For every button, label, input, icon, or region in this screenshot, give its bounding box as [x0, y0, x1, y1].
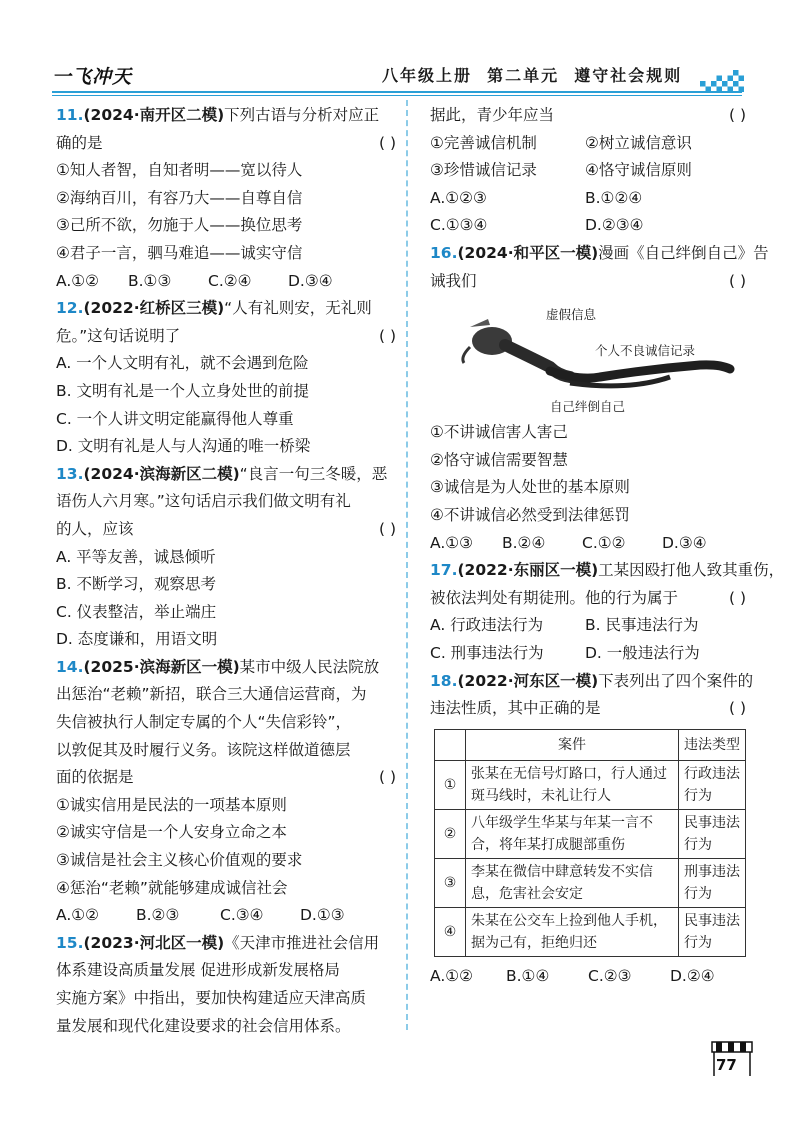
question-stem: 出惩治“老赖”新招，联合三大通信运营商，为 [56, 685, 367, 704]
question-13 [56, 461, 398, 654]
question-stem: 实施方案》中指出，要加快构建适应天津高质 [56, 989, 367, 1007]
question-stem: 某市中级人民法院放 [239, 657, 380, 676]
type-cell: 民事违法行为 [679, 809, 746, 858]
item: ②恪守诚信需要智慧 [430, 450, 568, 469]
answer-blank: ( ) [728, 271, 746, 290]
option-d[interactable]: D.①③ [300, 906, 345, 925]
item: ④惩治“老赖”就能够建成诚信社会 [56, 878, 288, 897]
options-row [430, 530, 748, 558]
question-source: (2023·河北区一模) [83, 933, 225, 952]
option-a[interactable]: A. 行政违法行为 [430, 616, 544, 635]
question-number: 14. [56, 657, 84, 676]
question-15 [56, 930, 398, 1040]
question-source: (2024·和平区一模) [457, 243, 599, 262]
question-stem: 下列古语与分析对应正 [224, 106, 380, 124]
option-c[interactable]: C.①③④ [430, 216, 488, 235]
question-12 [56, 295, 398, 461]
type-cell: 刑事违法行为 [679, 858, 746, 907]
question-16 [430, 240, 769, 557]
case-cell: 张某在无信号灯路口，行人通过斑马线时，未礼让行人 [466, 760, 679, 809]
options-row [56, 268, 398, 296]
header-rule-thin [52, 95, 742, 96]
question-number: 12. [56, 299, 84, 318]
option-d[interactable]: D.②④ [670, 966, 715, 985]
question-stem: 工某因殴打他人致其重伤， [598, 561, 785, 580]
option-b[interactable]: B. 文明有礼是一个人立身处世的前提 [56, 381, 309, 400]
table-row [435, 809, 746, 858]
question-source: (2024·滨海新区二模) [83, 464, 240, 483]
type-cell: 民事违法行为 [679, 907, 746, 956]
question-source: (2022·红桥区三模) [83, 299, 225, 318]
question-stem: 漫画《自己绊倒自己》告 [598, 243, 769, 262]
header-cell: 案件 [466, 729, 679, 760]
option-a[interactable]: A. 一个人文明有礼，就不会遇到危险 [56, 354, 309, 373]
question-number: 11. [56, 106, 84, 124]
option-c[interactable]: C. 刑事违法行为 [430, 643, 544, 662]
header-cell: 违法类型 [679, 729, 746, 760]
question-source: (2022·东丽区一模) [457, 561, 599, 580]
header-cell-num [435, 729, 466, 760]
option-d[interactable]: D.③④ [662, 533, 707, 552]
question-stem: 语伤人六月寒。”这句话启示我们做文明有礼 [56, 492, 351, 511]
question-stem: 面的依据是 [56, 768, 134, 787]
cartoon-label: 虚假信息 [546, 307, 597, 323]
option-c[interactable]: C.②④ [208, 271, 252, 290]
option-d[interactable]: D. 一般违法行为 [585, 643, 700, 662]
question-14 [56, 654, 398, 930]
answer-blank: ( ) [378, 768, 396, 787]
case-cell: 李某在微信中肆意转发不实信息，危害社会安定 [466, 858, 679, 907]
option-c[interactable]: C.②③ [588, 966, 632, 985]
question-15-continued [430, 102, 748, 240]
item: ③珍惜诚信记录 [430, 161, 537, 180]
item: ③诚信是社会主义核心价值观的要求 [56, 851, 303, 870]
question-stem: 危。”这句话说明了 [56, 326, 181, 345]
item: ③诚信是为人处世的基本原则 [430, 478, 630, 497]
right-column [430, 102, 785, 990]
question-stem: 违法性质，其中正确的是 [430, 699, 601, 718]
question-stem: 诫我们 [430, 271, 477, 290]
cartoon-illustration [430, 297, 748, 415]
item: ②诚实守信是一个人安身立命之本 [56, 823, 287, 842]
row-number: ③ [435, 858, 466, 907]
option-a[interactable]: A.①② [56, 271, 100, 290]
option-d[interactable]: D.②③④ [585, 216, 644, 235]
item: ①诚实信用是民法的一项基本原则 [56, 795, 287, 814]
breadcrumb: 八年级上册 第二单元 遵守社会规则 [382, 66, 683, 85]
question-stem: 确的是 [56, 133, 103, 152]
option-c[interactable]: C.①② [582, 533, 626, 552]
question-number: 18. [430, 671, 458, 690]
item: ②树立诚信意识 [585, 133, 692, 152]
answer-blank: ( ) [728, 699, 746, 718]
case-cell: 八年级学生华某与年某一言不合，将年某打成腿部重伤 [466, 809, 679, 858]
options-row [430, 963, 748, 991]
option-b[interactable]: B.①②④ [585, 188, 643, 207]
question-18 [430, 668, 754, 991]
row-number: ④ [435, 907, 466, 956]
option-b[interactable]: B.①④ [506, 966, 550, 985]
question-number: 15. [56, 933, 84, 952]
question-stem: 失信被执行人制定专属的个人“失信彩铃”， [56, 713, 352, 732]
option-a[interactable]: A. 平等友善，诚恳倾听 [56, 547, 216, 566]
table-row [435, 760, 746, 809]
column-divider [406, 100, 408, 1030]
page-header [0, 0, 800, 100]
table-header [435, 729, 746, 760]
question-11 [56, 102, 398, 295]
item: ①知人者智，自知者明——宽以待人 [56, 161, 303, 180]
item: ④恪守诚信原则 [585, 161, 692, 180]
option-b[interactable]: B.②④ [502, 533, 546, 552]
question-number: 13. [56, 464, 84, 483]
question-source: (2022·河东区一模) [457, 671, 599, 690]
item: ④不讲诚信必然受到法律惩罚 [430, 505, 630, 524]
option-a[interactable]: A.①②③ [430, 188, 487, 207]
item: ③己所不欲，勿施于人——换位思考 [56, 216, 303, 235]
checker-pattern-icon [700, 70, 744, 92]
option-b[interactable]: B. 民事违法行为 [585, 616, 699, 635]
answer-blank: ( ) [728, 588, 746, 607]
question-stem: 体系建设高质量发展 促进形成新发展格局 [56, 961, 340, 980]
option-d[interactable]: D. 态度谦和，用语文明 [56, 630, 218, 649]
option-c[interactable]: C. 仪表整洁，举止端庄 [56, 602, 217, 621]
item: ④君子一言，驷马难追——诚实守信 [56, 243, 303, 262]
option-b[interactable]: B.②③ [136, 906, 180, 925]
question-number: 16. [430, 243, 458, 262]
row-number: ① [435, 760, 466, 809]
question-17 [430, 557, 785, 667]
question-stem: “良言一句三冬暖，恶 [239, 464, 388, 483]
option-c[interactable]: C.③④ [220, 906, 264, 925]
header-rule [52, 91, 742, 93]
case-table [434, 729, 746, 957]
table-row [435, 907, 746, 956]
cartoon-caption: 自己绊倒自己 [550, 399, 626, 415]
cartoon-label: 个人不良诚信记录 [595, 343, 696, 359]
question-stem: “人有礼则安，无礼则 [224, 299, 372, 318]
question-source: (2025·滨海新区一模) [83, 657, 240, 676]
item: ①完善诚信机制 [430, 133, 537, 152]
question-stem: 量发展和现代化建设要求的社会信用体系。 [56, 1016, 351, 1035]
answer-blank: ( ) [378, 326, 396, 345]
case-cell: 朱某在公交车上捡到他人手机，据为己有，拒绝归还 [466, 907, 679, 956]
row-number: ② [435, 809, 466, 858]
question-stem: 下表列出了四个案件的 [598, 671, 754, 690]
question-stem: 《天津市推进社会信用 [224, 933, 380, 952]
item: ①不讲诚信害人害己 [430, 423, 568, 442]
question-stem: 的人，应该 [56, 519, 134, 538]
question-stem: 以敦促其及时履行义务。该院这样做道德层 [56, 740, 351, 759]
answer-blank: ( ) [728, 106, 746, 124]
item: ②海纳百川，有容乃大——自尊自信 [56, 188, 303, 207]
option-a[interactable]: A.①③ [430, 533, 474, 552]
table-row [435, 858, 746, 907]
option-a[interactable]: A.①② [56, 906, 100, 925]
left-column [56, 102, 398, 1040]
question-source: (2024·南开区二模) [83, 106, 225, 124]
options-row [56, 902, 398, 930]
answer-blank: ( ) [378, 133, 396, 152]
option-d[interactable]: D.③④ [288, 271, 333, 290]
option-a[interactable]: A.①② [430, 966, 474, 985]
option-b[interactable]: B.①③ [128, 271, 172, 290]
question-stem: 据此，青少年应当 [430, 106, 555, 124]
type-cell: 行政违法行为 [679, 760, 746, 809]
page-number: 77 [716, 1056, 737, 1074]
option-c[interactable]: C. 一个人讲文明定能赢得他人尊重 [56, 409, 294, 428]
answer-blank: ( ) [378, 519, 396, 538]
question-stem: 被依法判处有期徒刑。他的行为属于 [430, 588, 679, 607]
question-number: 17. [430, 561, 458, 580]
brand-logo: 一飞冲天 [52, 66, 133, 88]
option-d[interactable]: D. 文明有礼是人与人沟通的唯一桥梁 [56, 437, 311, 456]
option-b[interactable]: B. 不断学习，观察思考 [56, 575, 216, 594]
